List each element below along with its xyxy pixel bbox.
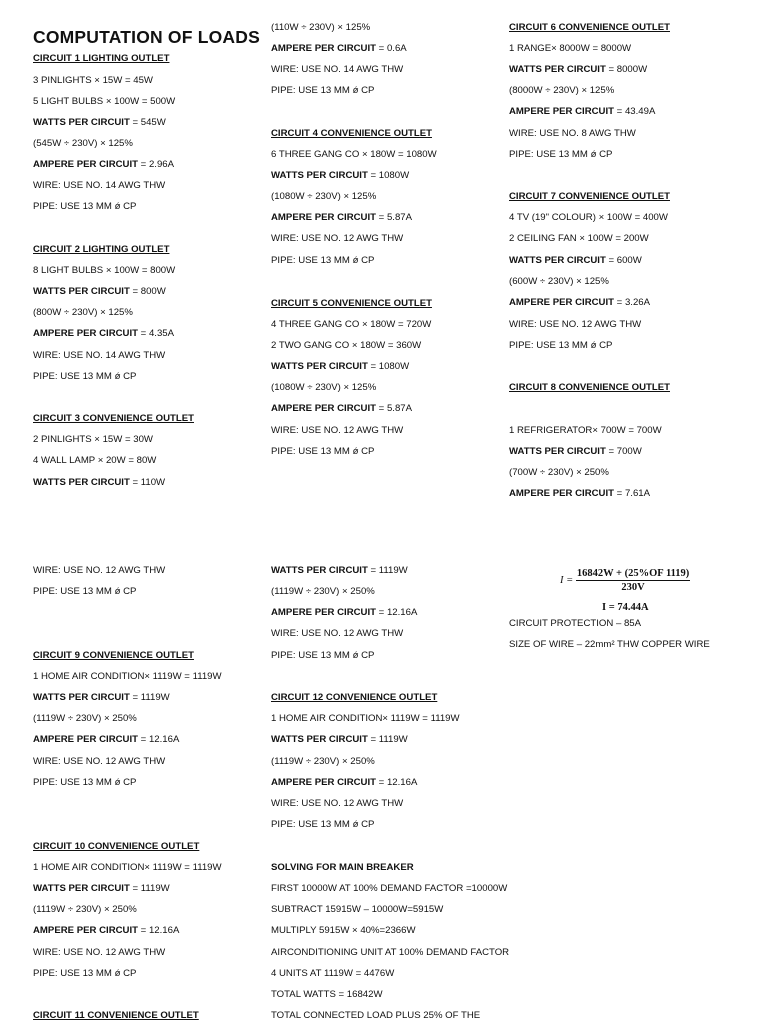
text-line: 1 HOME AIR CONDITION× 1119W = 1119W [271,713,460,724]
calc-value: = 1119W [129,692,170,703]
text-line: 4 UNITS AT 1119W = 4476W [271,968,395,979]
calc-label: AMPERE PER CIRCUIT [271,403,377,414]
text-line: (110W ÷ 230V) × 125% [271,22,371,33]
calc-value: = 3.26A [614,297,651,308]
calc-label: WATTS PER CIRCUIT [509,64,606,75]
text-line: WIRE: USE NO. 12 AWG THW [271,233,404,244]
calc-label: AMPERE PER CIRCUIT [33,734,139,745]
calc-value: = 600W [605,255,642,266]
calc-value: = 1080W [367,361,410,372]
text-line: WIRE: USE NO. 14 AWG THW [33,350,166,361]
text-line: TOTAL WATTS = 16842W [271,989,383,1000]
calc-line [271,170,409,182]
text-line: 4 THREE GANG CO × 180W = 720W [271,319,432,330]
calc-value: = 545W [129,117,166,128]
text-line: PIPE: USE 13 MM ǿ CP [271,255,375,266]
calc-line [33,883,170,895]
circuit-heading: CIRCUIT 10 CONVENIENCE OUTLET [33,841,200,852]
calc-value: = 12.16A [376,777,418,788]
calc-value: = 1080W [367,170,410,181]
text-line: WIRE: USE NO. 12 AWG THW [271,628,404,639]
text-line: (600W ÷ 230V) × 125% [509,276,609,287]
calc-line [33,328,174,340]
calc-line [33,159,174,171]
text-line: (700W ÷ 230V) × 250% [509,467,609,478]
text-line: 1 RANGE× 8000W = 8000W [509,43,632,54]
calc-label: WATTS PER CIRCUIT [271,734,368,745]
calc-label: WATTS PER CIRCUIT [33,692,130,703]
calc-label: WATTS PER CIRCUIT [271,170,368,181]
text-line: 3 PINLIGHTS × 15W = 45W [33,75,153,86]
calc-line [509,64,647,76]
calc-value: = 4.35A [138,328,175,339]
calc-label: AMPERE PER CIRCUIT [271,212,377,223]
text-line: WIRE: USE NO. 14 AWG THW [271,64,404,75]
text-line: 8 LIGHT BULBS × 100W = 800W [33,265,176,276]
calc-line [33,692,170,704]
text-line: MULTIPLY 5915W × 40%=2366W [271,925,416,936]
text-line: PIPE: USE 13 MM ǿ CP [509,340,613,351]
circuit-heading: CIRCUIT 7 CONVENIENCE OUTLET [509,191,670,202]
calc-line [271,212,412,224]
text-line: 6 THREE GANG CO × 180W = 1080W [271,149,437,160]
circuit-heading: CIRCUIT 1 LIGHTING OUTLET [33,53,170,64]
calc-label: WATTS PER CIRCUIT [509,255,606,266]
text-line: PIPE: USE 13 MM ǿ CP [271,85,375,96]
text-line: SUBTRACT 15915W – 10000W=5915W [271,904,444,915]
text-line: FIRST 10000W AT 100% DEMAND FACTOR =10000W [271,883,508,894]
calc-line [33,925,179,937]
text-line: PIPE: USE 13 MM ǿ CP [509,149,613,160]
calc-line [509,446,642,458]
calc-line [509,255,642,267]
calc-line [271,43,407,55]
circuit-heading: CIRCUIT 12 CONVENIENCE OUTLET [271,692,438,703]
text-line: 5 LIGHT BULBS × 100W = 500W [33,96,176,107]
calc-value: = 110W [129,477,166,488]
calc-line [33,286,166,298]
text-line: PIPE: USE 13 MM ǿ CP [271,650,375,661]
section-heading: SOLVING FOR MAIN BREAKER [271,862,414,873]
circuit-heading: CIRCUIT 5 CONVENIENCE OUTLET [271,298,432,309]
text-line: WIRE: USE NO. 12 AWG THW [33,947,166,958]
calc-line [509,297,650,309]
calc-line [271,607,417,619]
calc-line [271,565,408,577]
calc-label: WATTS PER CIRCUIT [33,286,130,297]
calc-line [33,477,165,489]
circuit-heading: CIRCUIT 11 CONVENIENCE OUTLET [33,1010,199,1021]
calc-line [271,361,409,373]
text-line: PIPE: USE 13 MM ǿ CP [33,968,137,979]
calc-value: = 0.6A [376,43,407,54]
calc-value: = 12.16A [376,607,418,618]
calc-label: AMPERE PER CIRCUIT [509,488,615,499]
calc-label: AMPERE PER CIRCUIT [271,777,377,788]
text-line: (1080W ÷ 230V) × 125% [271,382,377,393]
calc-label: WATTS PER CIRCUIT [271,565,368,576]
calc-label: AMPERE PER CIRCUIT [271,43,377,54]
page-title: COMPUTATION OF LOADS [33,27,260,47]
text-line: WIRE: USE NO. 14 AWG THW [33,180,166,191]
text-line: PIPE: USE 13 MM ǿ CP [271,446,375,457]
text-line: 4 TV (19" COLOUR) × 100W = 400W [509,212,668,223]
calc-value: = 12.16A [138,925,180,936]
text-line: (800W ÷ 230V) × 125% [33,307,133,318]
calc-line [33,117,166,129]
text-line: PIPE: USE 13 MM ǿ CP [33,201,137,212]
circuit-heading: CIRCUIT 6 CONVENIENCE OUTLET [509,22,670,33]
main-breaker-formula [560,568,690,593]
calc-label: WATTS PER CIRCUIT [33,477,130,488]
calc-value: = 1119W [367,565,408,576]
calc-label: AMPERE PER CIRCUIT [509,297,615,308]
text-line: AIRCONDITIONING UNIT AT 100% DEMAND FACTOR [271,947,510,958]
formula-denominator: 230V [621,582,645,593]
text-line: PIPE: USE 13 MM ǿ CP [33,586,137,597]
text-line: (1080W ÷ 230V) × 125% [271,191,377,202]
calc-value: = 7.61A [614,488,651,499]
text-line: 2 TWO GANG CO × 180W = 360W [271,340,422,351]
text-line: (1119W ÷ 230V) × 250% [33,713,137,724]
calc-value: = 1119W [129,883,170,894]
formula-numerator: 16842W + (25%OF 1119) [576,568,690,579]
circuit-heading: CIRCUIT 4 CONVENIENCE OUTLET [271,128,432,139]
calc-label: AMPERE PER CIRCUIT [33,328,139,339]
text-line: 1 HOME AIR CONDITION× 1119W = 1119W [33,862,222,873]
calc-value: = 5.87A [376,212,413,223]
formula-fraction [576,568,690,593]
text-line: PIPE: USE 13 MM ǿ CP [33,371,137,382]
text-line: 2 CEILING FAN × 100W = 200W [509,233,649,244]
text-line: 1 HOME AIR CONDITION× 1119W = 1119W [33,671,222,682]
text-line: (1119W ÷ 230V) × 250% [271,756,375,767]
text-line: PIPE: USE 13 MM ǿ CP [271,819,375,830]
calc-label: AMPERE PER CIRCUIT [271,607,377,618]
text-line: TOTAL CONNECTED LOAD PLUS 25% OF THE [271,1010,481,1021]
calc-label: WATTS PER CIRCUIT [271,361,368,372]
text-line: WIRE: USE NO. 12 AWG THW [33,565,166,576]
text-line: CIRCUIT PROTECTION – 85A [509,618,642,629]
circuit-heading: CIRCUIT 3 CONVENIENCE OUTLET [33,413,194,424]
calc-value: = 8000W [605,64,648,75]
calc-label: AMPERE PER CIRCUIT [33,925,139,936]
calc-label: WATTS PER CIRCUIT [33,883,130,894]
calc-line [509,106,655,118]
formula-lhs: I = [560,574,574,586]
circuit-heading: CIRCUIT 9 CONVENIENCE OUTLET [33,650,194,661]
text-line: 4 WALL LAMP × 20W = 80W [33,455,157,466]
text-line: (1119W ÷ 230V) × 250% [33,904,137,915]
text-line: SIZE OF WIRE – 22mm² THW COPPER WIRE [509,639,710,650]
calc-value: = 800W [129,286,166,297]
page-title-wrap [33,27,260,47]
calc-label: AMPERE PER CIRCUIT [33,159,139,170]
text-line: 2 PINLIGHTS × 15W = 30W [33,434,153,445]
calc-value: = 2.96A [138,159,175,170]
calc-line [271,403,412,415]
calc-line [509,488,650,500]
text-line: (545W ÷ 230V) × 125% [33,138,133,149]
calc-line [271,734,408,746]
calc-line [271,777,417,789]
calc-value: = 43.49A [614,106,656,117]
calc-value: = 700W [605,446,642,457]
circuit-heading: CIRCUIT 2 LIGHTING OUTLET [33,244,170,255]
text-line: WIRE: USE NO. 12 AWG THW [271,798,404,809]
calc-value: = 12.16A [138,734,180,745]
calc-label: AMPERE PER CIRCUIT [509,106,615,117]
text-line: PIPE: USE 13 MM ǿ CP [33,777,137,788]
text-line: WIRE: USE NO. 12 AWG THW [33,756,166,767]
calc-line [33,734,179,746]
text-line: (1119W ÷ 230V) × 250% [271,586,375,597]
calc-label: WATTS PER CIRCUIT [509,446,606,457]
text-line: 1 REFRIGERATOR× 700W = 700W [509,425,662,436]
calc-value: = 1119W [367,734,408,745]
text-line: (8000W ÷ 230V) × 125% [509,85,615,96]
text-line: WIRE: USE NO. 8 AWG THW [509,128,636,139]
text-line: WIRE: USE NO. 12 AWG THW [271,425,404,436]
calc-label: WATTS PER CIRCUIT [33,117,130,128]
formula-result: I = 74.44A [602,602,649,613]
text-line: WIRE: USE NO. 12 AWG THW [509,319,642,330]
calc-value: = 5.87A [376,403,413,414]
circuit-heading: CIRCUIT 8 CONVENIENCE OUTLET [509,382,670,393]
